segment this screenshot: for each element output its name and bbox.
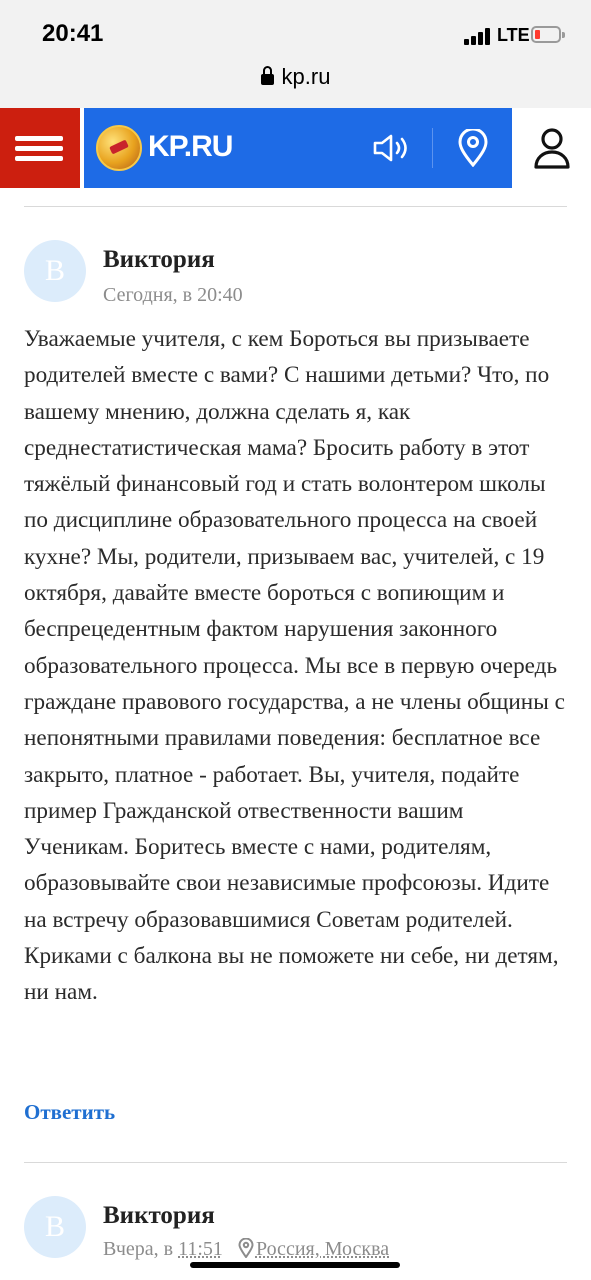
logo-text: KP.RU — [148, 130, 233, 163]
comment-meta — [103, 1238, 389, 1261]
comment-time-prefix: Вчера, в — [103, 1238, 179, 1260]
status-bar — [0, 0, 591, 64]
sound-button[interactable] — [367, 108, 417, 188]
user-icon — [532, 127, 572, 169]
comment-author: Виктория — [103, 1202, 215, 1229]
network-type: LTE — [497, 25, 530, 45]
home-indicator — [190, 1262, 400, 1268]
menu-icon — [15, 136, 63, 141]
comment-author: Виктория — [103, 246, 215, 273]
comment-divider — [24, 206, 567, 207]
battery-icon — [531, 26, 561, 43]
account-button[interactable] — [512, 108, 591, 188]
url-display[interactable] — [0, 64, 591, 90]
status-time: 20:41 — [42, 20, 104, 47]
location-pin-icon — [238, 1238, 254, 1258]
comment-text: Уважаемые учителя, с кем Бороться вы призываете родителей вместе с вами? С нашими детьми? Что, по вашему мнению, должна сделать я, как среднестатистическая мама? Бросить работу в этот тяжёлый финансовый год и стать волонтером школы по дисциплине образовательного процесса на своей кухне? Мы, родители, призываем вас, учителей, с 19 октября, давайте вместе бороться с вопиющим и беспрецедентным фактом нарушения законного образовательного процесса. Мы все в первую очередь граждане правового государства, а не члены общины с непонятными правилами поведения: бесплатное все закрыто, платное - работает. Вы, учителя, подайте пример Гражданской отвественности вашим Ученикам. Боритесь вместе с нами, родителям, образовывайте свои независимые профсоюзы. Идите на встречу образовавшимися Советам родителей. Криками с балкона вы не поможете ни себе, ни детям, ни нам. — [24, 326, 565, 1006]
header-bar — [84, 108, 512, 188]
lock-icon — [261, 74, 274, 85]
site-header — [0, 108, 591, 188]
comment-location[interactable]: Россия, Москва — [255, 1238, 390, 1260]
signal-strength-icon — [464, 27, 492, 45]
comment-divider — [24, 1162, 567, 1163]
url-text: kp.ru — [281, 64, 331, 89]
comment-time: Сегодня, в 20:40 — [103, 284, 243, 306]
location-pin-icon — [457, 129, 489, 167]
header-divider — [432, 128, 433, 168]
logo-ornament-icon — [96, 125, 142, 171]
avatar: В — [24, 1196, 86, 1258]
sound-icon — [372, 133, 412, 163]
address-bar[interactable] — [0, 64, 591, 108]
avatar: В — [24, 240, 86, 302]
location-button[interactable] — [448, 108, 498, 188]
reply-button[interactable]: Ответить — [24, 1100, 116, 1124]
menu-button[interactable] — [0, 108, 80, 188]
comment-time-link[interactable]: 11:51 — [178, 1238, 223, 1260]
